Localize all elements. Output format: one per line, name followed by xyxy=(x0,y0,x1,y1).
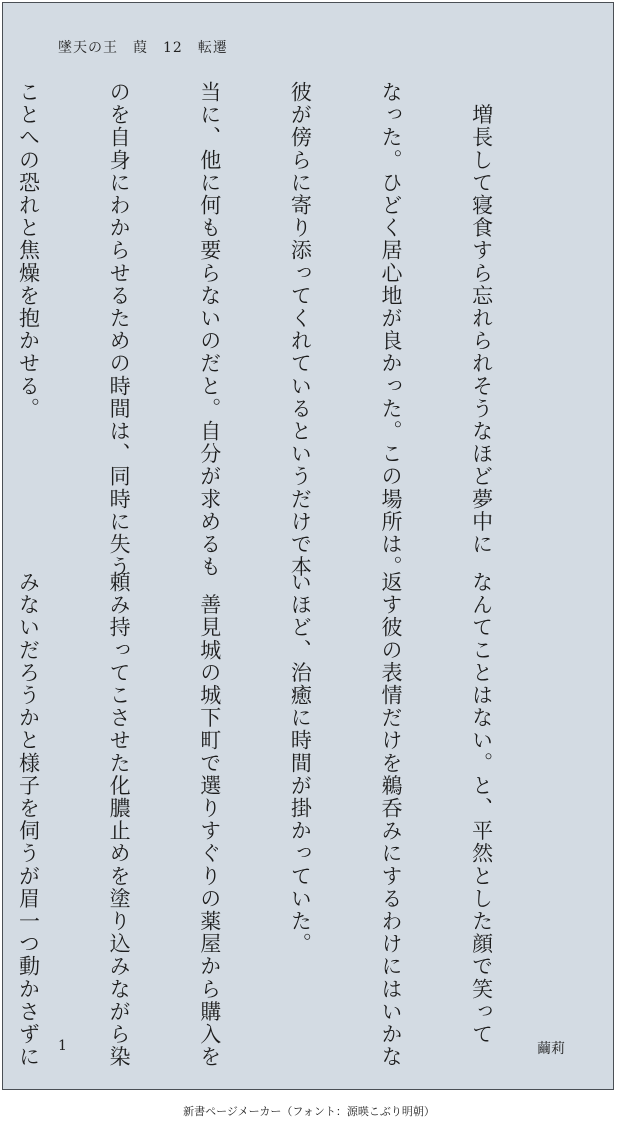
text-line: 頼み持ってこさせた化膿止めを塗り込みながら染 xyxy=(107,571,132,1069)
book-page xyxy=(2,2,614,1090)
text-line: なんてことはない。と、平然とした顔で笑って xyxy=(469,571,494,1046)
text-line: いほど、治癒に時間が掛かっていた。 xyxy=(288,571,313,956)
text-line: 善見城の城下町で選りすぐりの薬屋から購入を xyxy=(197,571,222,1069)
text-line: 当に、他に何も要らないのだと。自分が求めるも xyxy=(197,81,222,579)
page-number: 1 xyxy=(58,1038,67,1054)
chapter-header: 墜天の王 葭 12 転遷 xyxy=(58,40,228,56)
text-line: ことへの恐れと焦燥を抱かせる。 xyxy=(16,81,41,420)
text-line: 返す彼の表情だけを鵜呑みにするわけにはいかな xyxy=(378,571,403,1069)
text-line: 彼が傍らに寄り添ってくれているというだけで本 xyxy=(288,81,313,579)
text-line: のを自身にわからせるための時間は、同時に失う xyxy=(107,81,132,579)
text-line: みないだろうかと様子を伺うが眉一つ動かさずに xyxy=(16,571,41,1069)
text-line: なった。ひどく居心地が良かった。この場所は。 xyxy=(378,81,403,579)
author-name: 繭莉 xyxy=(537,1041,565,1057)
text-line: 増長して寝食すら忘れられそうなほど夢中に xyxy=(469,81,494,556)
text-block-upper xyxy=(0,81,557,579)
generator-credit: 新書ページメーカー（フォント：源暎こぶり明朝） xyxy=(183,1105,435,1118)
